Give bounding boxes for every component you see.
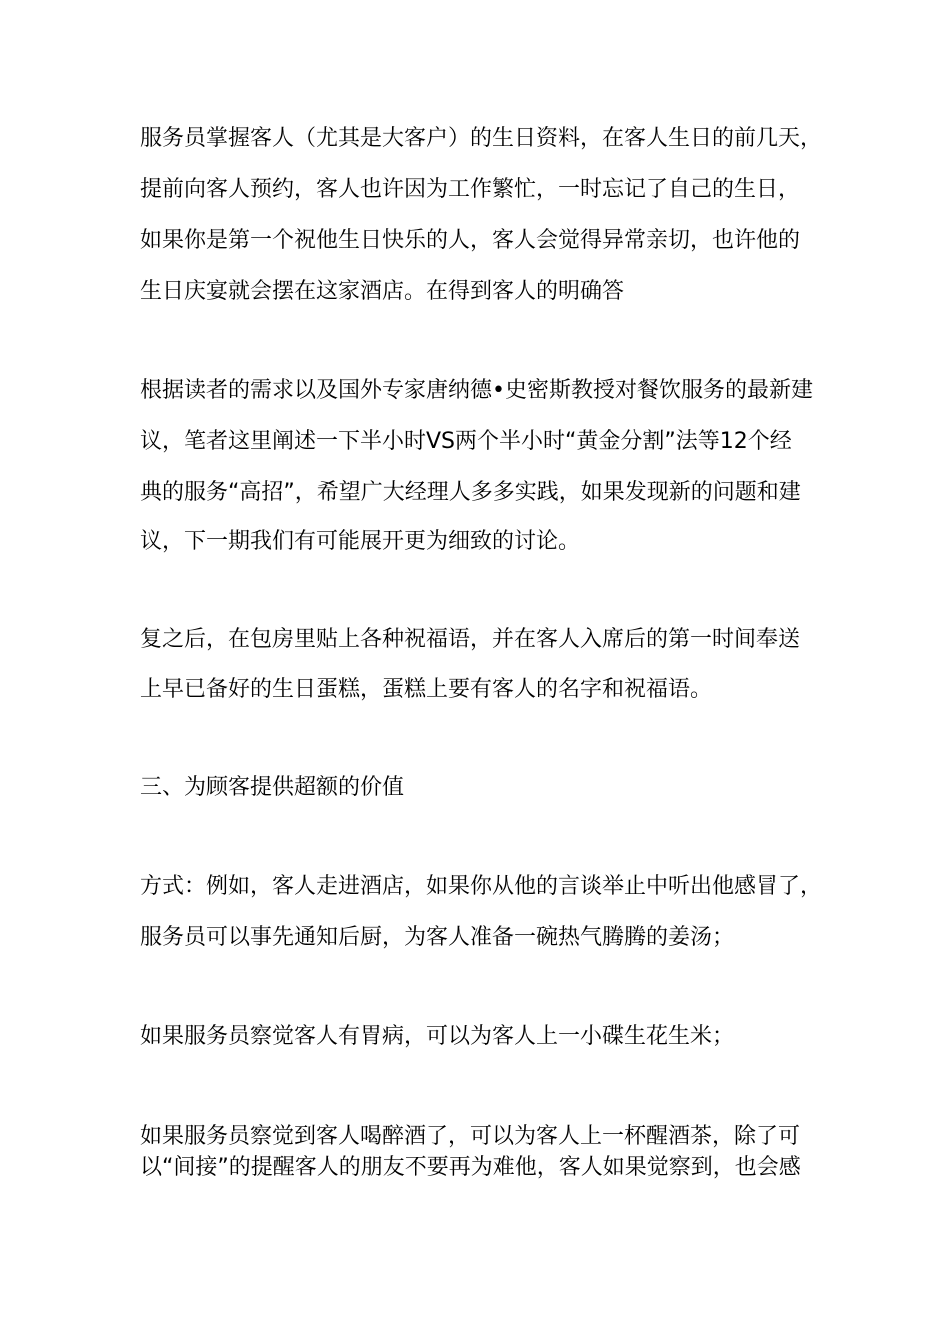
text-line: 提前向客人预约，客人也许因为工作繁忙，一时忘记了自己的生日， bbox=[140, 177, 801, 202]
text-line: 典的服务“高招”，希望广大经理人多多实践，如果发现新的问题和建 bbox=[140, 480, 801, 505]
heading-extra-value: 三、为顾客提供超额的价值 bbox=[140, 775, 405, 800]
text-line: 上早已备好的生日蛋糕，蛋糕上要有客人的名字和祝福语。 bbox=[140, 677, 713, 702]
text-line: 复之后，在包房里贴上各种祝福语，并在客人入席后的第一时间奉送 bbox=[140, 627, 801, 652]
text-line: 议，笔者这里阐述一下半小时VS两个半小时“黄金分割”法等12个经 bbox=[140, 429, 792, 454]
text-line: 以“间接”的提醒客人的朋友不要再为难他，客人如果觉察到，也会感 bbox=[140, 1155, 801, 1180]
text-line: 生日庆宴就会摆在这家酒店。在得到客人的明确答 bbox=[140, 279, 625, 304]
text-line: 服务员可以事先通知后厨，为客人准备一碗热气腾腾的姜汤； bbox=[140, 925, 735, 950]
text-line: 方式：例如，客人走进酒店，如果你从他的言谈举止中听出他感冒了， bbox=[140, 874, 823, 899]
text-line: 服务员掌握客人（尤其是大客户）的生日资料，在客人生日的前几天， bbox=[140, 126, 823, 151]
text-line: 如果服务员察觉到客人喝醉酒了，可以为客人上一杯醒酒茶，除了可 bbox=[140, 1124, 801, 1149]
text-line: 如果服务员察觉客人有胃病，可以为客人上一小碟生花生米； bbox=[140, 1024, 735, 1049]
text-line: 根据读者的需求以及国外专家唐纳德•史密斯教授对餐饮服务的最新建 bbox=[140, 378, 813, 403]
text-line: 如果你是第一个祝他生日快乐的人，客人会觉得异常亲切，也许他的 bbox=[140, 228, 801, 253]
text-line: 议，下一期我们有可能展开更为细致的讨论。 bbox=[140, 529, 581, 554]
